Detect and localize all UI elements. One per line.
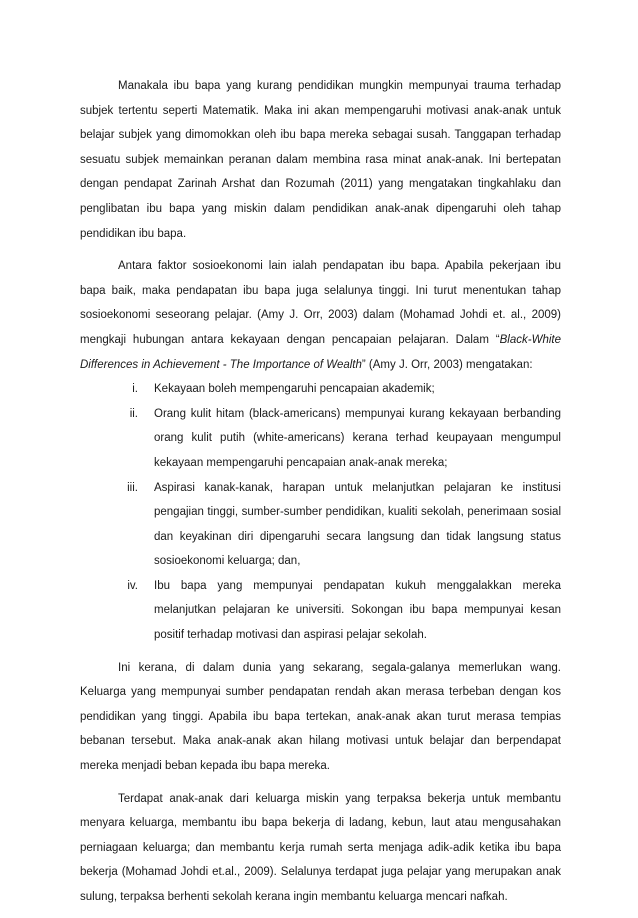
list-item bbox=[80, 402, 561, 476]
paragraph-2-text-after: ” (Amy J. Orr, 2003) mengatakan: bbox=[361, 358, 533, 371]
roman-numeral-list bbox=[80, 377, 561, 648]
paragraph-2-text-before: Antara faktor sosioekonomi lain ialah pendapatan ibu bapa. Apabila pekerjaan ibu bapa baik, maka pendapatan ibu bapa juga selalunya tinggi. Ini turut menentukan tahap sosioekonomi seseorang pelajar. (Amy J. Orr, 2003) dalam (Mohamad Johdi et. al., 2009) mengkaji hubungan antara kekayaan dengan pencapaian pelajaran. Dalam “ bbox=[80, 260, 561, 346]
paragraph-2-title-italic: Black-White Differences in Achievement - The Importance of Wealth bbox=[80, 333, 561, 371]
list-item bbox=[80, 574, 561, 648]
paragraph-3: Ini kerana, di dalam dunia yang sekarang, segala-galanya memerlukan wang. Keluarga yang mempunyai sumber pendapatan rendah akan merasa terbeban dengan kos pendidikan yang tinggi. Apabila ibu bapa tertekan, anak-anak akan turut merasa tempias bebanan tersebut. Maka anak-anak akan hilang motivasi untuk belajar dan berpendapat mereka menjadi beban kepada ibu bapa mereka. bbox=[80, 661, 561, 773]
list-item-text: Kekayaan boleh mempengaruhi pencapaian akademik; bbox=[154, 383, 435, 396]
paragraph-1: Manakala ibu bapa yang kurang pendidikan mungkin mempunyai trauma terhadap subjek tertentu seperti Matematik. Maka ini akan mempengaruhi motivasi anak-anak untuk belajar subjek yang dimomokkan oleh ibu bapa mereka sebagai susah. Tanggapan terhadap sesuatu subjek memainkan peranan dalam membina rasa minat anak-anak. Ini bertepatan dengan pendapat Zarinah Arshat dan Rozumah (2011) yang mengatakan tingkahlaku dan penglibatan ibu bapa yang miskin dalam pendidikan anak-anak dipengaruhi oleh tahap pendidikan ibu bapa. bbox=[80, 80, 561, 240]
list-item-text: Ibu bapa yang mempunyai pendapatan kukuh menggalakkan mereka melanjutkan pelajaran ke universiti. Sokongan ibu bapa mempunyai kesan positif terhadap motivasi dan aspirasi pelajar sekolah. bbox=[154, 579, 561, 642]
list-item-number: iii. bbox=[127, 481, 138, 494]
document-page bbox=[80, 74, 561, 918]
list-item-number: iv. bbox=[127, 579, 138, 592]
list-item bbox=[80, 476, 561, 574]
list-item-number: i. bbox=[132, 383, 138, 396]
paragraph-2 bbox=[80, 254, 561, 377]
list-item-text: Aspirasi kanak-kanak, harapan untuk melanjutkan pelajaran ke institusi pengajian tinggi, sumber-sumber pendidikan, kualiti sekolah, penerimaan sosial dan keyakinan diri dipengaruhi secara langsung dan tidak langsung status sosioekonomi keluarga; dan, bbox=[154, 481, 561, 568]
list-item-text: Orang kulit hitam (black-americans) mempunyai kurang kekayaan berbanding orang kulit putih (white-americans) kerana terhad keupayaan mengumpul kekayaan mempengaruhi pencapaian anak-anak mereka; bbox=[154, 407, 561, 469]
list-item-number: ii. bbox=[129, 407, 138, 420]
list-item bbox=[80, 377, 561, 402]
paragraph-4: Terdapat anak-anak dari keluarga miskin yang terpaksa bekerja untuk membantu menyara keluarga, membantu ibu bapa bekerja di ladang, kebun, laut atau mengusahakan perniagaan keluarga; dan membantu kerja rumah serta menjaga adik-adik ketika ibu bapa bekerja (Mohamad Johdi et.al., 2009). Selalunya terdapat juga pelajar yang merupakan anak sulung, terpaksa berhenti sekolah kerana ingin membantu keluarga mencari nafkah. bbox=[80, 792, 561, 903]
